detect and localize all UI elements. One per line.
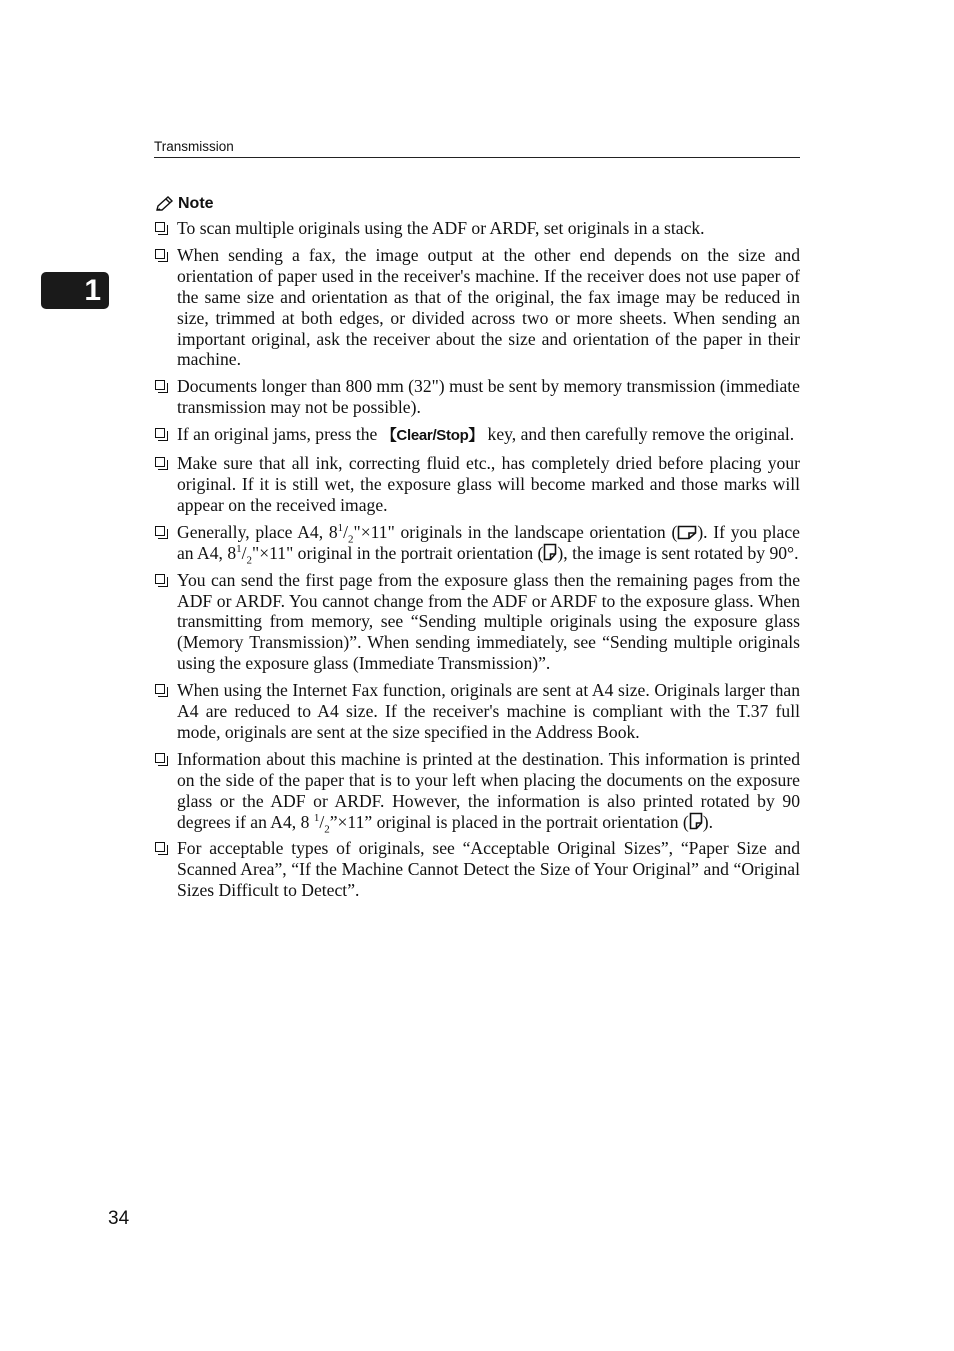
fraction-numerator: 1 — [236, 542, 242, 555]
checkbox-bullet-icon — [155, 526, 165, 536]
fraction-denominator: 2 — [348, 533, 354, 546]
checkbox-bullet-icon — [155, 753, 165, 763]
list-item-text: Generally, place A4, 8 — [177, 521, 338, 542]
list-item — [154, 680, 800, 743]
list-item-text: ). — [702, 811, 714, 832]
fraction-denominator: 2 — [324, 823, 330, 836]
checkbox-bullet-icon — [155, 574, 165, 584]
list-item-text: If an original jams, press the — [177, 424, 382, 445]
clear-stop-key-label: 【Clear/Stop】 — [381, 427, 484, 445]
list-item-text: ”×11” original is placed in the portrait orientation ( — [329, 811, 689, 832]
list-item-text: To scan multiple originals using the ADF or ARDF, set originals in a stack. — [177, 218, 705, 238]
running-header: Transmission — [154, 139, 800, 158]
portrait-orientation-icon — [543, 543, 557, 561]
pencil-icon — [154, 196, 174, 212]
list-item-text: key, and then carefully remove the original. — [483, 424, 795, 445]
checkbox-bullet-icon — [155, 222, 165, 232]
fraction-denominator: 2 — [246, 554, 253, 567]
portrait-orientation-icon — [689, 812, 703, 830]
checkbox-bullet-icon — [155, 684, 165, 694]
list-item-text: Information about this machine is printed at the destination. This information is printed on the side of the paper that is to your left when placing the documents on the exposure glass or the ADF or ARDF. However, the information is also printed rotated by 90 degrees if an A4, 8 — [177, 748, 800, 832]
note-title: Note — [178, 195, 214, 212]
checkbox-bullet-icon — [155, 380, 165, 390]
checkbox-bullet-icon — [155, 842, 165, 852]
list-item — [154, 521, 800, 567]
list-item-text: ), the image is sent rotated by 90°. — [557, 542, 799, 563]
landscape-orientation-icon — [677, 525, 697, 540]
list-item-text: "×11" originals in the landscape orientation ( — [353, 521, 678, 542]
list-item-text: "×11" original in the portrait orientation ( — [252, 542, 544, 563]
list-item — [154, 218, 800, 239]
list-item-text: When using the Internet Fax function, originals are sent at A4 size. Originals larger than A4 are reduced to A4 size. If the receiver's machine is compliant with the T.37 full mode, originals are sent at the size specified in the Address Book. — [177, 680, 800, 742]
list-item-text: For acceptable types of originals, see “Acceptable Original Sizes”, “Paper Size and Scanned Area”, “If the Machine Cannot Detect the Size of Your Original” and “Original Sizes Difficult to Detect”. — [177, 838, 800, 901]
list-item — [154, 453, 800, 516]
note-heading — [154, 193, 214, 215]
list-item — [154, 424, 800, 447]
chapter-number: 1 — [84, 274, 101, 307]
list-item-text: ). If you place an A4, 8 — [177, 521, 800, 563]
fraction-slash: / — [241, 542, 247, 563]
chapter-tab — [41, 272, 109, 309]
page-number: 34 — [108, 1208, 130, 1229]
list-item — [154, 838, 800, 901]
fraction-slash: / — [319, 811, 325, 832]
list-item-text: Make sure that all ink, correcting fluid etc., has completely dried before placing your original. If it is still wet, the exposure glass will become marked and those marks will appear on the received image. — [177, 453, 800, 515]
list-item — [154, 245, 800, 370]
checkbox-bullet-icon — [155, 428, 165, 438]
list-item — [154, 376, 800, 418]
fraction-numerator: 1 — [337, 521, 344, 534]
list-item-text: When sending a fax, the image output at the other end depends on the size and orientation of paper used in the receiver's machine. If the receiver does not use paper of the same size and orientation as that of the original, the fax image may be reduced in size, trimmed at both edges, or divided across two or more sheets. When sending an important original, ask the receiver about the size and orientation of the paper in their machine. — [177, 244, 800, 370]
list-item-text: You can send the first page from the exposure glass then the remaining pages from the ADF or ARDF. You cannot change from the ADF or ARDF to the exposure glass. When transmitting from memory, see “Sending multiple originals using the exposure glass (Memory Transmission)”. When sending immediately, see “Sending multiple originals using the exposure glass (Immediate Transmission)”. — [177, 569, 800, 674]
list-item-text: Documents longer than 800 mm (32") must be sent by memory transmission (immediate transmission may not be possible). — [177, 376, 800, 418]
list-item — [154, 570, 800, 675]
note-list — [154, 218, 800, 907]
checkbox-bullet-icon — [155, 457, 165, 467]
checkbox-bullet-icon — [155, 249, 165, 259]
list-item — [154, 748, 800, 836]
fraction-numerator: 1 — [313, 811, 320, 824]
fraction-slash: / — [343, 521, 349, 542]
